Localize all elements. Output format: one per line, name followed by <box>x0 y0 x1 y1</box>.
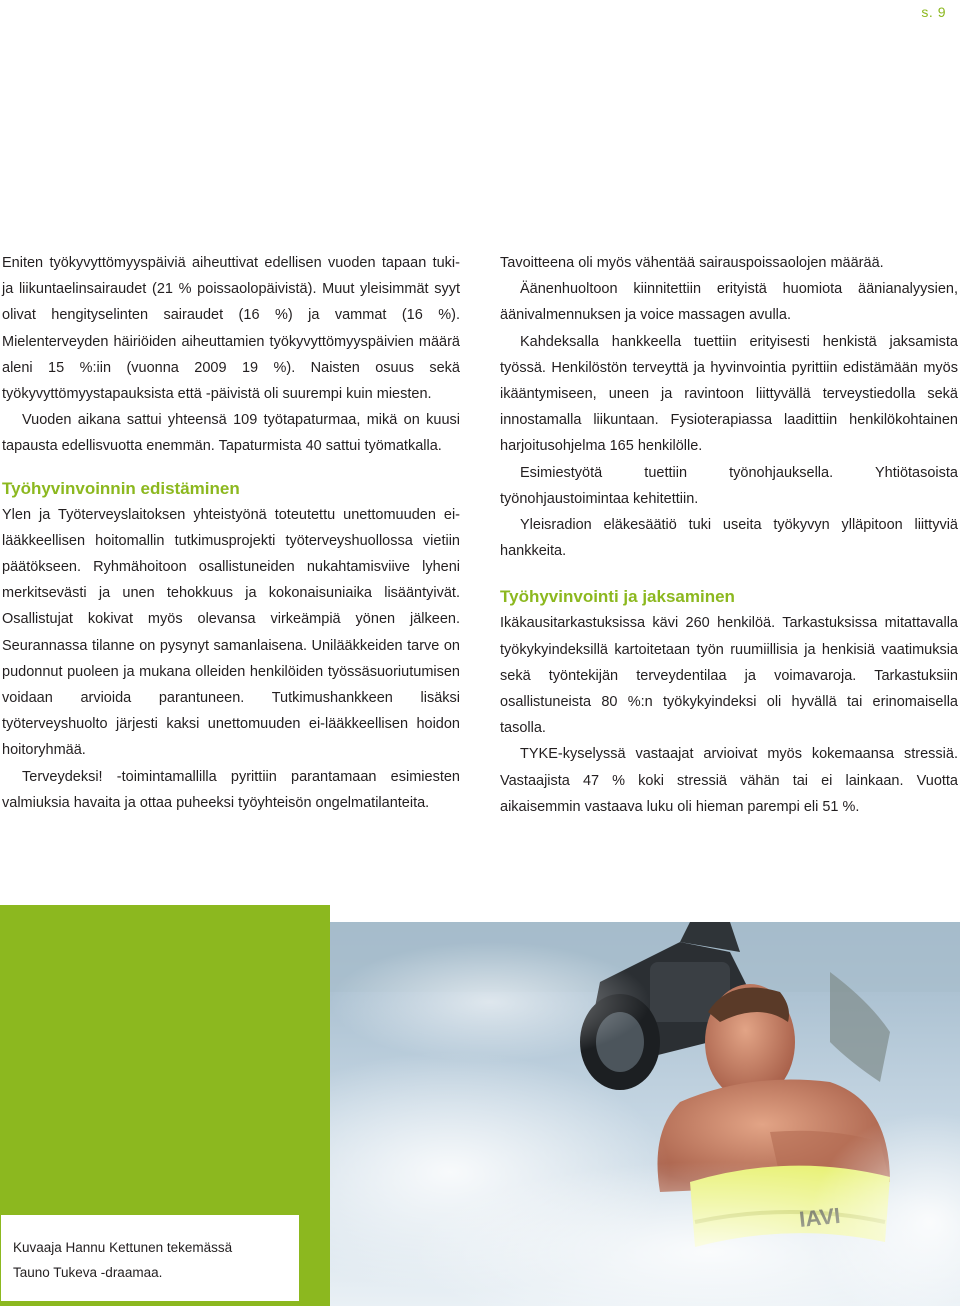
paragraph: Äänenhuoltoon kiinnitettiin erityistä huomiota äänianalyysien, äänivalmennuksen ja voice massagen avulla. <box>500 281 958 324</box>
paragraph: Esimiestyötä tuettiin työnohjauksella. Yhtiötasoista työnohjaustoimintaa kehitettiin. <box>500 464 958 507</box>
section-heading: Työhyvinvoinnin edistäminen <box>2 478 240 498</box>
paragraph: TYKE-kyselyssä vastaajat arvioivat myös kokemaansa stressiä. Vastaajista 47 % koki stressiä vähän tai ei lainkaan. Vuotta aikaisemmin vastaava luku oli hieman parempi eli 51 %. <box>500 746 958 815</box>
paragraph: Vuoden aikana sattui yhteensä 109 työtapaturmaa, mikä on kuusi tapausta edellisvuotta enemmän. Tapaturmista 40 sattui työmatkalla. <box>2 412 460 455</box>
caption-line: Kuvaaja Hannu Kettunen tekemässä <box>13 1240 233 1255</box>
paragraph: Terveydeksi! -toimintamallilla pyrittiin parantamaan esimiesten valmiuksia havaita ja ottaa puheeksi työyhteisön ongelmatilanteita. <box>2 768 460 811</box>
paragraph: Ylen ja Työterveyslaitoksen yhteistyönä toteutettu unettomuuden ei-lääkkeellisen hoitomallin tutkimusprojekti työterveyshuollossa vietiin päätökseen. Ryhmähoitoon osallistuneiden nukahtamisviive lyheni merkitsevästi ja unen tehokkuus ja kokonaisuniaika lisääntyivät. Osallistujat kokivat myös olevansa virkeämpiä yönen jälkeen. Seurannassa tilanne on pysynyt samanlaisena. Unilääkkeiden tarve on pudonnut puoleen ja mukana olleiden henkilöiden työssäsuoriutumisen voidaan arvioida parantuneen. Tutkimushankkeen lisäksi työterveyshuolto järjesti kaksi unettomuuden ei-lääkkeellisen hoidon hoitoryhmää. <box>2 506 460 759</box>
paragraph: Eniten työkyvyttömyyspäiviä aiheuttivat edellisen vuoden tapaan tuki- ja liikuntaelinsairaudet (21 % poissaolopäivistä). Muut yleisimmät syyt olivat hengityselinten sairaudet (16 %) ja vammat (16 %). Mielenterveyden häiriöiden aiheuttamien työkyvyttömyyspäivien määrä aleni 15 %:iin (vuonna 2009 19 %). Naisten osuus sekä työkyvyttömyystapauksista että -päivistä oli suurempi kuin miesten. <box>2 255 460 403</box>
left-column <box>2 250 460 816</box>
section-heading: Työhyvinvointi ja jaksaminen <box>500 587 735 607</box>
paragraph: Ikäkausitarkastuksissa kävi 260 henkilöä. Tarkastuksissa mitattavalla työkykyindeksillä kartoitetaan työn ruumiillisia ja henkisiä vaatimuksia sekä työntekijän terveydentilaa ja voimavaroja. Tarkastuksiin osallistuneista 80 %:n työkykyindeksi oli hyvällä tai erinomaisella tasolla. <box>500 615 958 737</box>
caption-line: Tauno Tukeva -draamaa. <box>13 1265 163 1280</box>
photo-cameraman-in-ice-water <box>330 922 960 1306</box>
page-number: s. 9 <box>921 4 946 20</box>
paragraph: Kahdeksalla hankkeella tuettiin erityisesti henkistä jaksamista työssä. Henkilöstön terveyttä ja hyvinvointia pyrittiin edistämään myös ikääntymiseen, uneen ja ravintoon liittyvällä terveystiedolla sekä innostamalla liikuntaan. Fysioterapiassa laadittiin henkilökohtainen harjoitusohjelma 165 henkilölle. <box>500 333 958 455</box>
right-column <box>500 250 958 820</box>
paragraph: Yleisradion eläkesäätiö tuki useita työkyvyn ylläpitoon liittyviä hankkeita. <box>500 517 958 560</box>
paragraph: Tavoitteena oli myös vähentää sairauspoissaolojen määrää. <box>500 255 884 271</box>
photo-caption <box>0 1214 300 1302</box>
photo-illustration <box>330 922 960 1306</box>
